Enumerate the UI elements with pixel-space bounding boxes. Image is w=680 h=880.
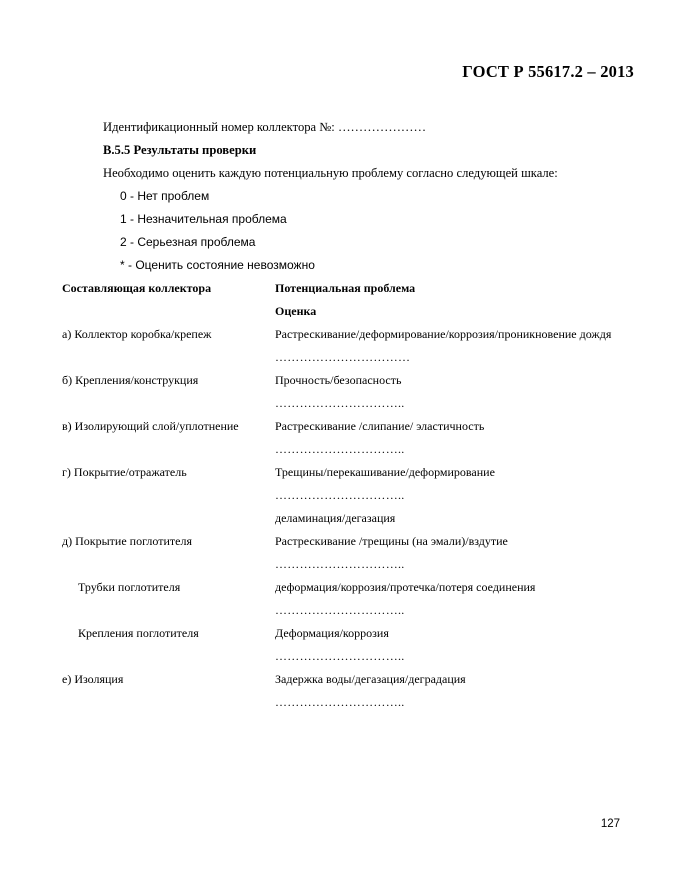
component-label: г) Покрытие/отражатель [62, 465, 187, 479]
problem-label: Прочность/безопасность [275, 373, 402, 387]
score-field[interactable]: ………………………….. [275, 488, 405, 502]
problem-label: деформация/коррозия/протечка/потеря соединения [275, 580, 536, 594]
score-field[interactable]: ………………………….. [275, 557, 405, 571]
column-header-score: Оценка [275, 304, 317, 318]
scale-item: 1 - Незначительная проблема [120, 212, 287, 226]
score-field[interactable]: ………………………….. [275, 695, 405, 709]
component-label: е) Изоляция [62, 672, 124, 686]
score-field[interactable]: ………………………….. [275, 442, 405, 456]
collector-id-line: Идентификационный номер коллектора №: ………………… [103, 120, 427, 134]
component-label: в) Изолирующий слой/уплотнение [62, 419, 239, 433]
scale-item: 0 - Нет проблем [120, 189, 210, 203]
score-field[interactable]: ………………………….. [275, 649, 405, 663]
scale-item: 2 - Серьезная проблема [120, 235, 256, 249]
component-label: д) Покрытие поглотителя [62, 534, 192, 548]
problem-label: Растрескивание/деформирование/коррозия/проникновение дождя [275, 327, 612, 341]
scale-item: * - Оценить состояние невозможно [120, 258, 315, 272]
problem-label: Задержка воды/дегазация/деградация [275, 672, 466, 686]
component-label: а) Коллектор коробка/крепеж [62, 327, 212, 341]
problem-label: Растрескивание /трещины (на эмали)/вздутие [275, 534, 508, 548]
section-title: В.5.5 Результаты проверки [103, 143, 257, 157]
component-label: Крепления поглотителя [78, 626, 199, 640]
document-header: ГОСТ Р 55617.2 – 2013 [462, 62, 634, 81]
problem-label: Трещины/перекашивание/деформирование [275, 465, 495, 479]
problem-label: Растрескивание /слипание/ эластичность [275, 419, 485, 433]
problem-label: Деформация/коррозия [275, 626, 389, 640]
component-label: б) Крепления/конструкция [62, 373, 199, 387]
problem-label-extra: деламинация/дегазация [275, 511, 396, 525]
page-number: 127 [600, 818, 620, 830]
score-field[interactable]: …………………………… [275, 350, 411, 364]
score-field[interactable]: ………………………….. [275, 603, 405, 617]
column-header-problem: Потенциальная проблема [275, 281, 416, 295]
score-field[interactable]: ………………………….. [275, 396, 405, 410]
instruction-text: Необходимо оценить каждую потенциальную проблему согласно следующей шкале: [103, 166, 558, 180]
column-header-component: Составляющая коллектора [62, 281, 212, 295]
component-label: Трубки поглотителя [78, 580, 181, 594]
